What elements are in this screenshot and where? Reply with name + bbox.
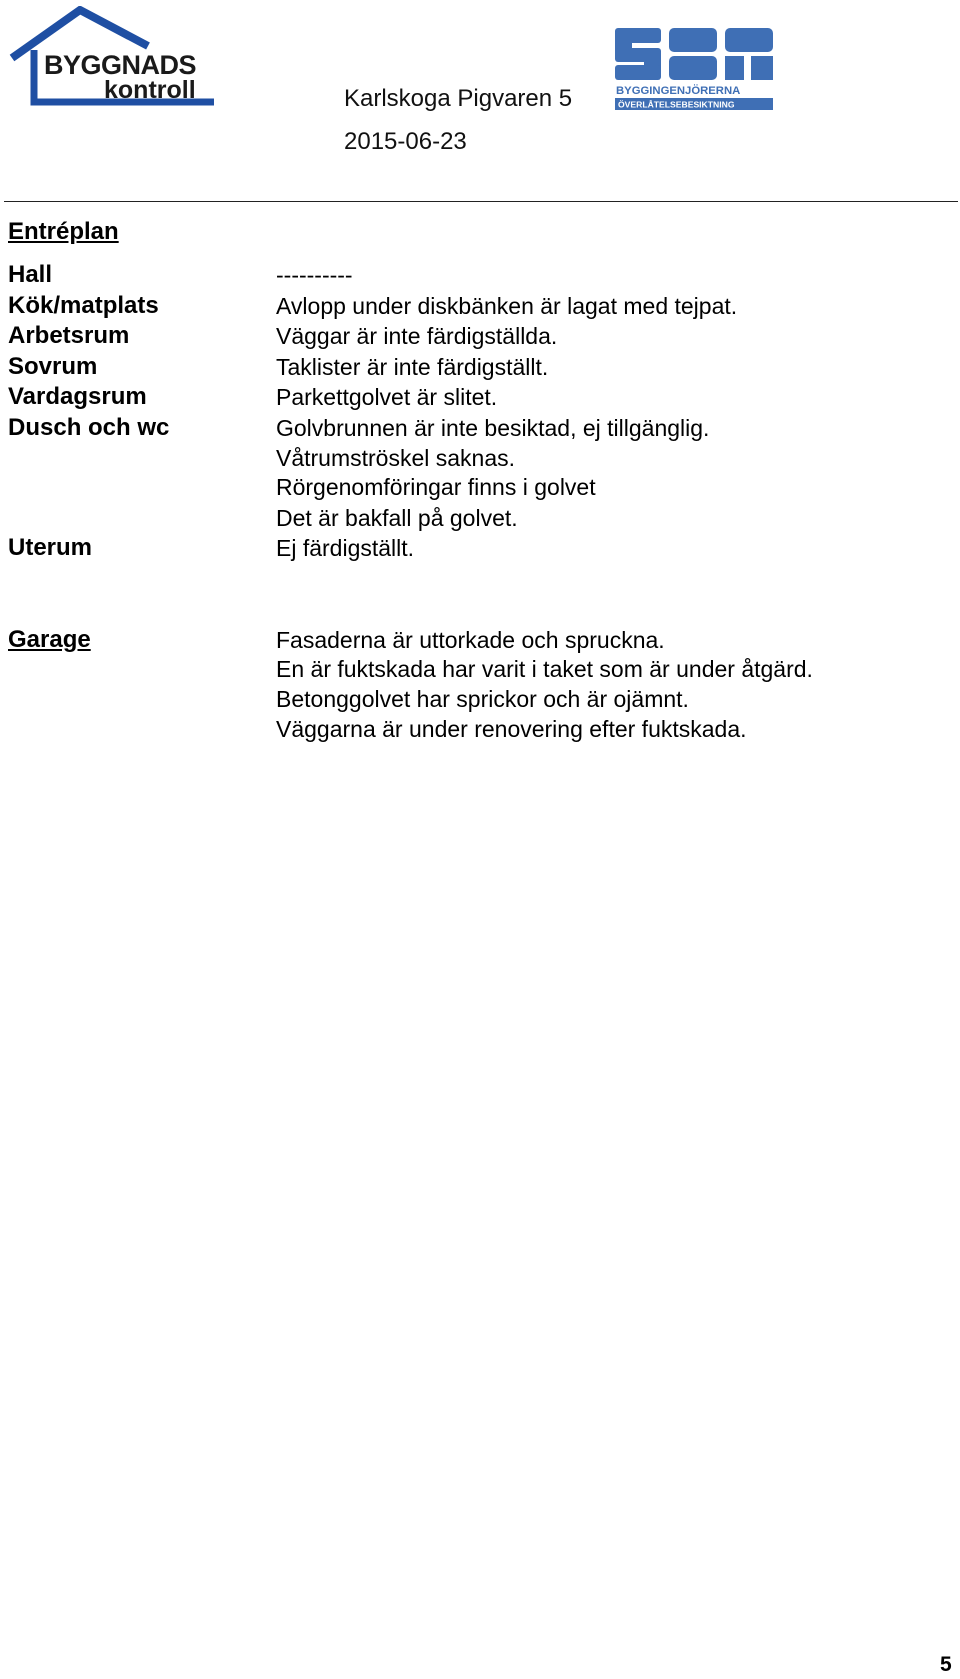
room-note: Ej färdigställt.	[276, 535, 415, 561]
room-note: Avlopp under diskbänken är lagat med tejpat.	[276, 293, 738, 319]
room-note: Rörgenomföringar finns i golvet	[276, 474, 596, 500]
byggnadskontroll-logo	[8, 6, 214, 106]
room-row-hall	[0, 261, 960, 291]
room-label: Kök/matplats	[8, 292, 159, 319]
svg-text:BYGGINGENJÖRERNA: BYGGINGENJÖRERNA	[616, 85, 741, 97]
room-label: Sovrum	[8, 353, 98, 380]
property-address: Karlskoga Pigvaren 5	[344, 85, 573, 112]
garage-note: Väggarna är under renovering efter fuktskada.	[276, 716, 747, 742]
svg-text:ÖVERLÅTELSEBESIKTNING: ÖVERLÅTELSEBESIKTNING	[618, 99, 735, 110]
room-row-vardagsrum	[0, 383, 960, 413]
garage-note: Fasaderna är uttorkade och spruckna.	[276, 627, 665, 653]
room-row-continuation	[0, 473, 960, 503]
room-note: Golvbrunnen är inte besiktad, ej tillgänglig.	[276, 415, 710, 441]
room-label: Uterum	[8, 534, 93, 561]
sbr-byggingenjorerna-logo	[615, 28, 773, 110]
room-row-dusch-och-wc	[0, 414, 960, 444]
section-heading-entreplan: Entréplan	[8, 218, 119, 245]
room-note: Våtrumströskel saknas.	[276, 445, 516, 471]
room-row-arbetsrum	[0, 322, 960, 352]
room-row-uterum	[0, 534, 960, 564]
garage-note-row	[0, 685, 960, 715]
room-row-kok-matplats	[0, 292, 960, 322]
room-label: Hall	[8, 261, 53, 288]
svg-text:kontroll: kontroll	[104, 76, 196, 104]
room-row-sovrum	[0, 353, 960, 383]
garage-note-row	[0, 655, 960, 685]
page-number: 5	[940, 1653, 952, 1676]
room-note: Det är bakfall på golvet.	[276, 505, 518, 531]
room-row-continuation	[0, 444, 960, 474]
garage-note-row	[0, 715, 960, 745]
room-row-continuation	[0, 504, 960, 534]
section-heading-garage: Garage	[8, 626, 91, 653]
room-note: ----------	[276, 262, 353, 288]
room-note: Väggar är inte färdigställda.	[276, 323, 558, 349]
svg-text:BYGGNADS: BYGGNADS	[44, 50, 197, 80]
room-note: Parkettgolvet är slitet.	[276, 384, 498, 410]
inspection-date: 2015-06-23	[344, 128, 467, 155]
room-label: Arbetsrum	[8, 322, 130, 349]
garage-note-row	[0, 626, 960, 656]
garage-note: En är fuktskada har varit i taket som är under åtgärd.	[276, 656, 813, 682]
room-label: Dusch och wc	[8, 414, 170, 441]
header-divider	[4, 201, 958, 202]
room-note: Taklister är inte färdigställt.	[276, 354, 549, 380]
room-label: Vardagsrum	[8, 383, 147, 410]
garage-note: Betonggolvet har sprickor och är ojämnt.	[276, 686, 689, 712]
